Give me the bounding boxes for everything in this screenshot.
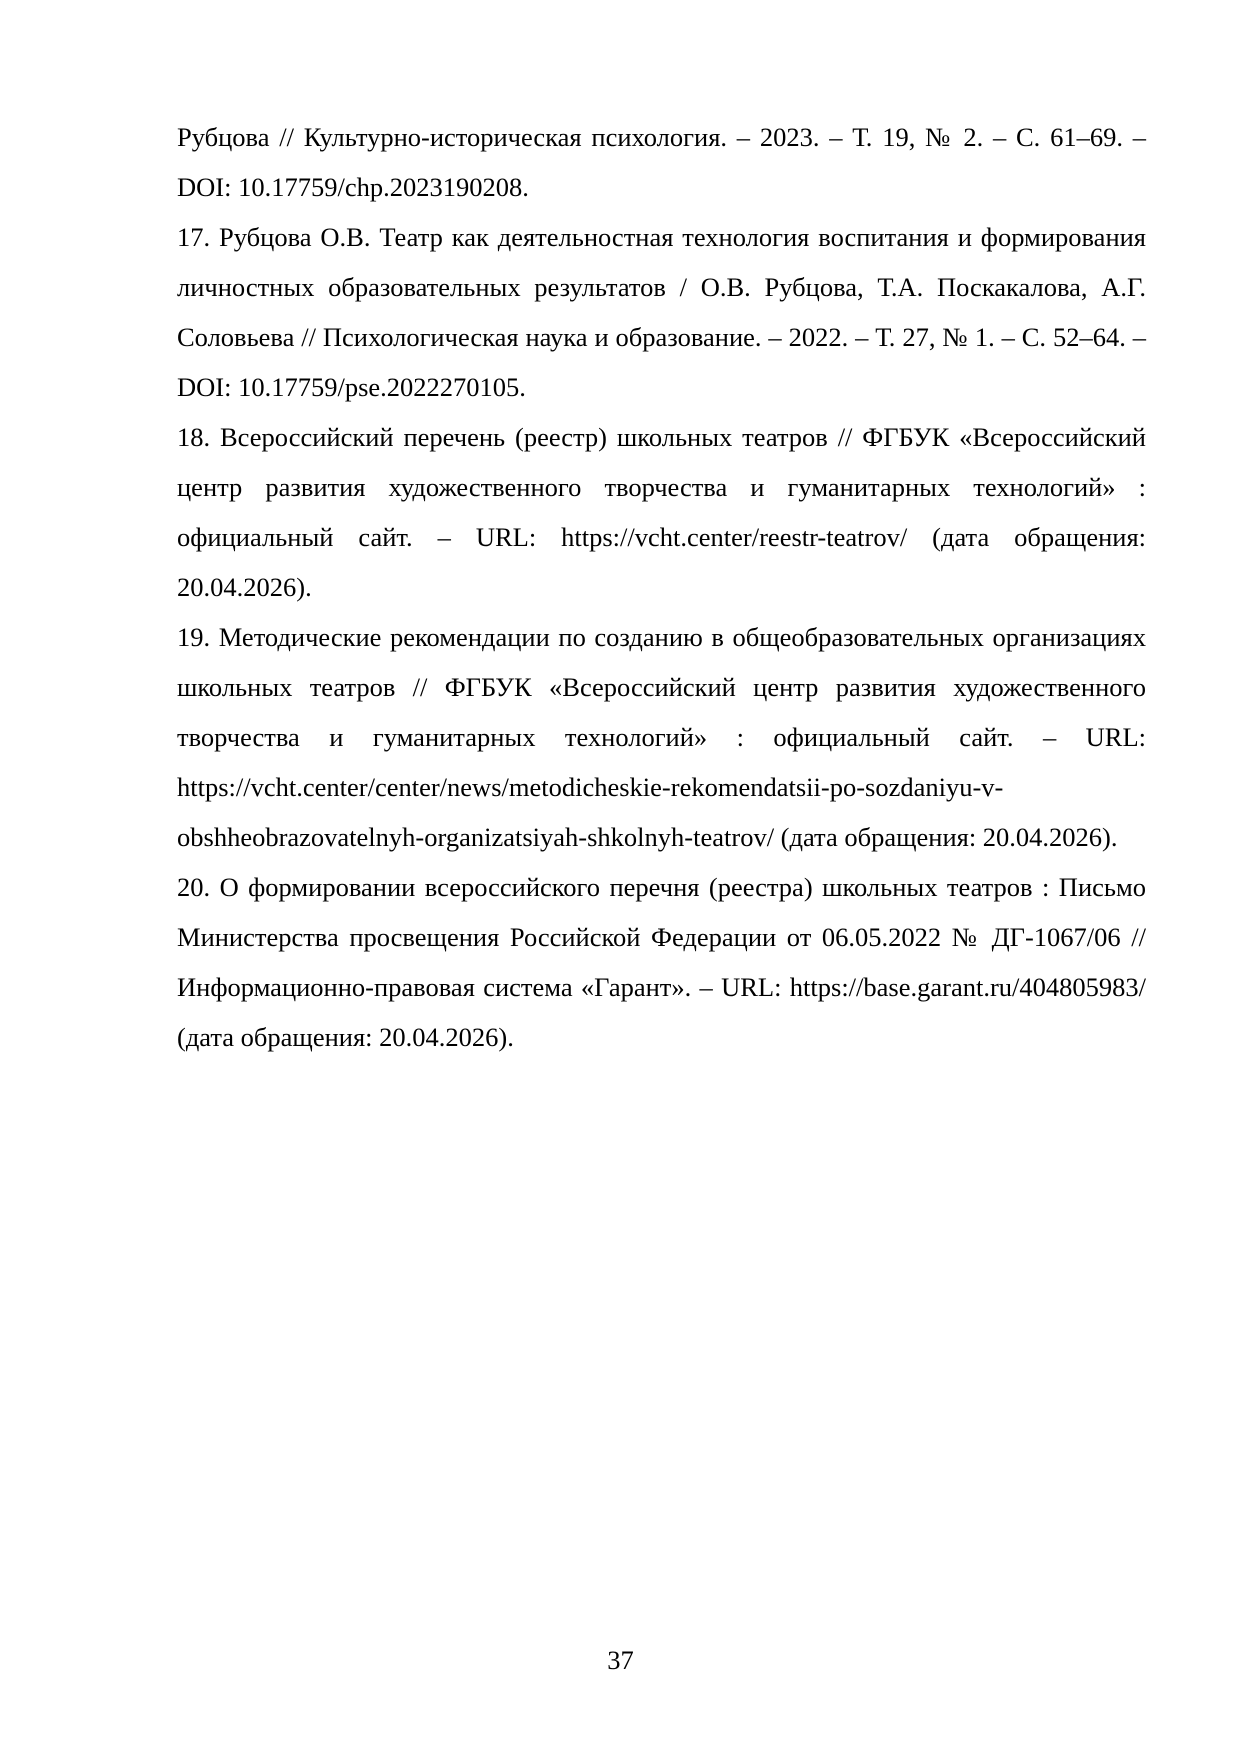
reference-list: [177, 112, 1146, 1062]
page-number: 37: [607, 1645, 634, 1675]
reference-item-16-continuation: Рубцова // Культурно-историческая психология. – 2023. – Т. 19, № 2. – С. 61–69. – DOI: 10.17759/chp.2023190208.: [177, 122, 1146, 202]
reference-item-19: 19. Методические рекомендации по созданию в общеобразовательных организациях школьных театров // ФГБУК «Всероссийский центр развития художественного творчества и гуманитарных технологий» : официальный сайт. – URL: https://vcht.center/center/news/metodicheskie-rekomendatsii-po-sozdaniyu-v-obshheobrazovatelnyh-organizatsiyah-shkolnyh-teatrov/ (дата обращения: 20.04.2026).: [177, 622, 1146, 852]
reference-item-17: 17. Рубцова О.В. Театр как деятельностная технология воспитания и формирования личностных образовательных результатов / О.В. Рубцова, Т.А. Поскакалова, А.Г. Соловьева // Психологическая наука и образование. – 2022. – Т. 27, № 1. – С. 52–64. – DOI: 10.17759/pse.2022270105.: [177, 222, 1146, 402]
reference-item-18: 18. Всероссийский перечень (реестр) школьных театров // ФГБУК «Всероссийский центр развития художественного творчества и гуманитарных технологий» : официальный сайт. – URL: https://vcht.center/reestr-teatrov/ (дата обращения: 20.04.2026).: [177, 422, 1146, 602]
reference-item-20: 20. О формировании всероссийского перечня (реестра) школьных театров : Письмо Министерства просвещения Российской Федерации от 06.05.2022 № ДГ-1067/06 // Информационно-правовая система «Гарант». – URL: https://base.garant.ru/404805983/ (дата обращения: 20.04.2026).: [177, 872, 1146, 1052]
